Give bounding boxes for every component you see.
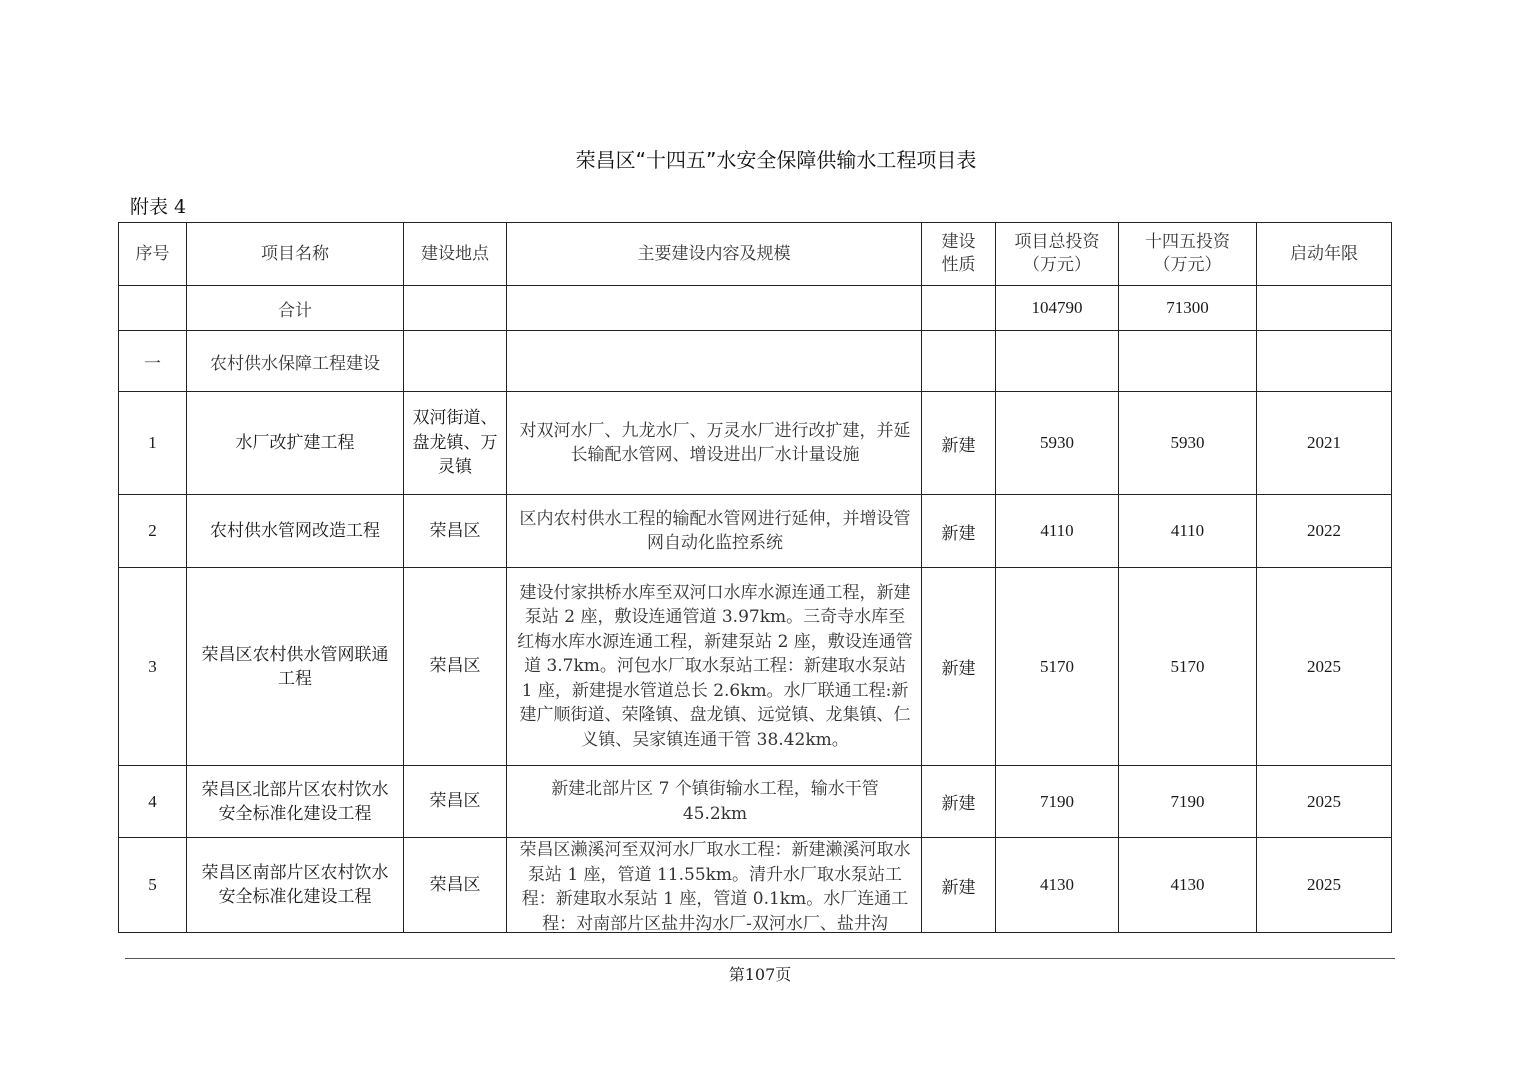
row-plan-investment: 4110	[1119, 495, 1257, 568]
plan-investment-sum: 71300	[1119, 286, 1257, 331]
row-name: 水厂改扩建工程	[187, 392, 404, 495]
row-nature: 新建	[922, 568, 996, 766]
row-content: 区内农村供水工程的输配水管网进行延伸，并增设管网自动化监控系统	[507, 495, 922, 568]
table-row	[119, 568, 1392, 766]
row-start-year: 2021	[1257, 392, 1392, 495]
row-name: 荣昌区北部片区农村饮水安全标准化建设工程	[187, 766, 404, 838]
footer-divider	[125, 958, 1395, 959]
page-title: 荣昌区“十四五”水安全保障供输水工程项目表	[575, 148, 977, 172]
row-content: 荣昌区濑溪河至双河水厂取水工程：新建濑溪河取水泵站 1 座，管道 11.55km。清升水厂取水泵站工程：新建取水泵站 1 座，管道 0.1km。水厂连通工程：对南部片区盐井沟水厂-双河水厂、盐井沟	[519, 840, 911, 932]
row-location: 荣昌区	[404, 838, 507, 933]
row-plan-investment: 4130	[1119, 838, 1257, 933]
header-start-year: 启动年限	[1257, 223, 1392, 286]
row-total-investment: 7190	[996, 766, 1119, 838]
row-start-year: 2025	[1257, 766, 1392, 838]
row-total-investment: 4130	[996, 838, 1119, 933]
row-content: 新建北部片区 7 个镇街输水工程，输水干管 45.2km	[507, 766, 922, 838]
header-location: 建设地点	[404, 223, 507, 286]
row-start-year: 2025	[1257, 838, 1392, 933]
row-index: 1	[119, 392, 187, 495]
table-row	[119, 495, 1392, 568]
row-start-year: 2025	[1257, 568, 1392, 766]
header-content: 主要建设内容及规模	[507, 223, 922, 286]
section-row	[119, 331, 1392, 392]
header-name: 项目名称	[187, 223, 404, 286]
header-total-investment: 项目总投资（万元）	[996, 223, 1119, 286]
row-index: 3	[119, 568, 187, 766]
header-nature: 建设性质	[922, 223, 996, 286]
row-location: 荣昌区	[404, 495, 507, 568]
header-plan-investment: 十四五投资（万元）	[1119, 223, 1257, 286]
table-row	[119, 766, 1392, 838]
project-table	[118, 222, 1392, 933]
section-name: 农村供水保障工程建设	[187, 331, 404, 392]
section-index: 一	[119, 331, 187, 392]
row-content: 建设付家拱桥水库至双河口水库水源连通工程，新建泵站 2 座，敷设连通管道 3.97km。三奇寺水库至红梅水库水源连通工程，新建泵站 2 座，敷设连通管道 3.7km。河包水厂取水泵站工程：新建取水泵站 1 座，新建提水管道总长 2.6km。水厂联通工程:新建广顺街道、荣隆镇、盘龙镇、远觉镇、龙集镇、仁义镇、吴家镇连通干管 38.42km。	[507, 568, 922, 766]
row-index: 5	[119, 838, 187, 933]
total-investment-sum: 104790	[996, 286, 1119, 331]
row-nature: 新建	[922, 838, 996, 933]
row-name: 荣昌区农村供水管网联通工程	[187, 568, 404, 766]
row-plan-investment: 5170	[1119, 568, 1257, 766]
row-start-year: 2022	[1257, 495, 1392, 568]
row-nature: 新建	[922, 495, 996, 568]
row-plan-investment: 5930	[1119, 392, 1257, 495]
row-total-investment: 5930	[996, 392, 1119, 495]
header-index: 序号	[119, 223, 187, 286]
row-name: 农村供水管网改造工程	[187, 495, 404, 568]
row-plan-investment: 7190	[1119, 766, 1257, 838]
appendix-label: 附表 4	[130, 196, 187, 218]
row-total-investment: 5170	[996, 568, 1119, 766]
row-index: 2	[119, 495, 187, 568]
row-location: 荣昌区	[404, 568, 507, 766]
row-nature: 新建	[922, 392, 996, 495]
page-number: 第107页	[728, 965, 792, 984]
row-total-investment: 4110	[996, 495, 1119, 568]
total-row	[119, 286, 1392, 331]
row-index: 4	[119, 766, 187, 838]
row-name: 荣昌区南部片区农村饮水安全标准化建设工程	[187, 838, 404, 933]
table-row	[119, 838, 1392, 933]
row-location: 荣昌区	[404, 766, 507, 838]
table-header-row	[119, 223, 1392, 286]
row-nature: 新建	[922, 766, 996, 838]
table-row	[119, 392, 1392, 495]
row-content: 对双河水厂、九龙水厂、万灵水厂进行改扩建，并延长输配水管网、增设进出厂水计量设施	[507, 392, 922, 495]
row-location: 双河街道、盘龙镇、万灵镇	[404, 392, 507, 495]
total-label: 合计	[187, 286, 404, 331]
